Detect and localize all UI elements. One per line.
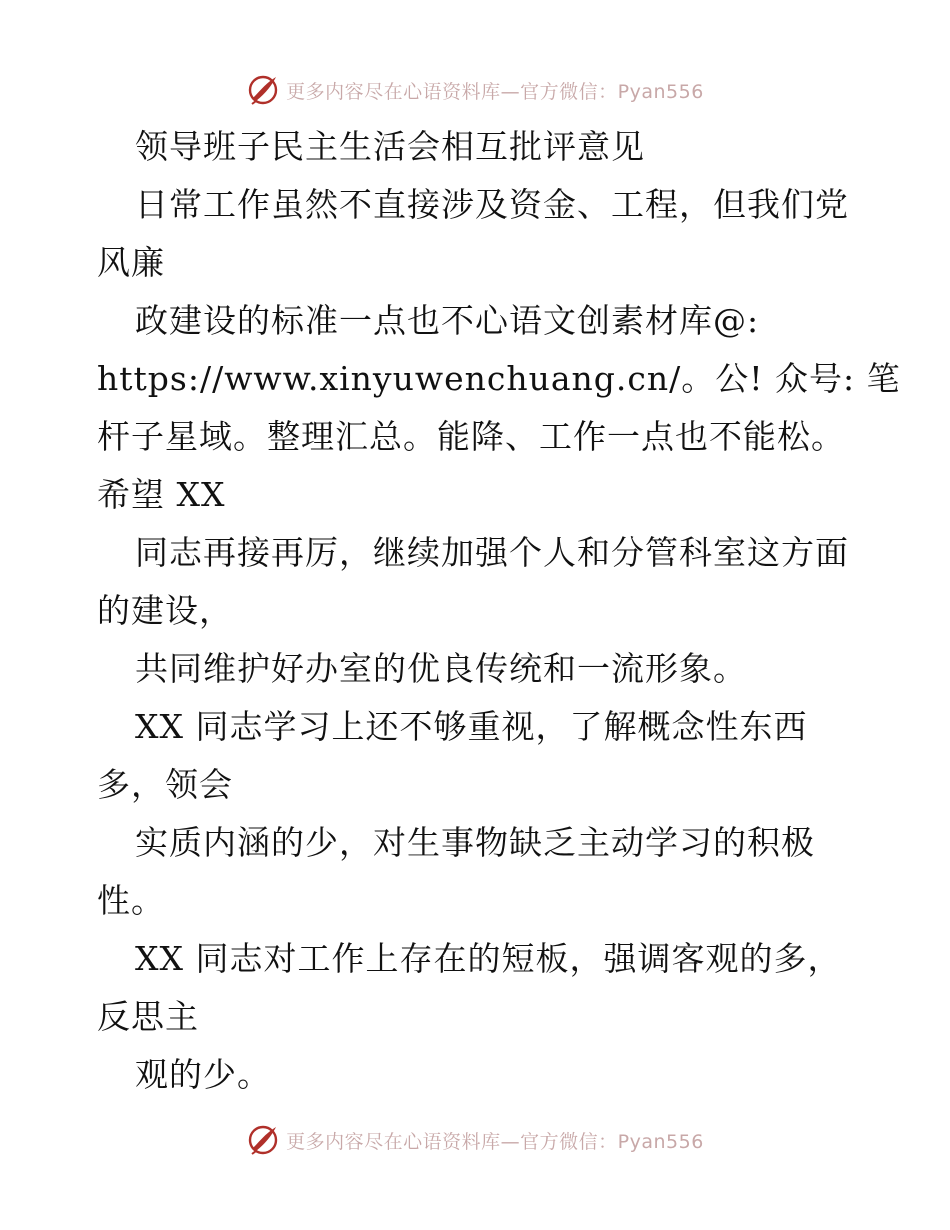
footer-watermark-text: 更多内容尽在心语资料库—官方微信：Pyan556 — [286, 1130, 704, 1153]
footer-watermark-banner — [0, 1122, 950, 1158]
text-line: https://www.xinyuwenchuang.cn/。公! 众号: 笔 — [97, 359, 901, 398]
text-line: 日常工作虽然不直接涉及资金、工程，但我们党 — [135, 185, 849, 224]
text-line: 观的少。 — [135, 1055, 271, 1094]
text-line: 反思主 — [97, 997, 199, 1036]
text-line: 性。 — [97, 881, 165, 920]
document-title: 领导班子民主生活会相互批评意见 — [135, 127, 645, 166]
text-line: XX 同志学习上还不够重视，了解概念性东西 — [135, 707, 808, 746]
text-line: 政建设的标准一点也不心语文创素材库@: — [135, 301, 760, 340]
text-line: 风廉 — [97, 243, 165, 282]
text-line: 共同维护好办室的优良传统和一流形象。 — [135, 649, 747, 688]
text-line: 杆子星域。整理汇总。能降、工作一点也不能松。 — [97, 417, 845, 456]
text-line: XX 同志对工作上存在的短板，强调客观的多， — [135, 939, 842, 978]
text-line: 多，领会 — [97, 765, 233, 804]
text-line: 同志再接再厉，继续加强个人和分管科室这方面 — [135, 533, 849, 572]
text-line: 的建设， — [97, 591, 233, 630]
text-line: 希望 XX — [97, 475, 226, 514]
quill-seal-icon — [246, 1123, 280, 1157]
text-line: 实质内涵的少，对生事物缺乏主动学习的积极 — [135, 823, 815, 862]
header-watermark-text: 更多内容尽在心语资料库—官方微信：Pyan556 — [286, 80, 704, 103]
